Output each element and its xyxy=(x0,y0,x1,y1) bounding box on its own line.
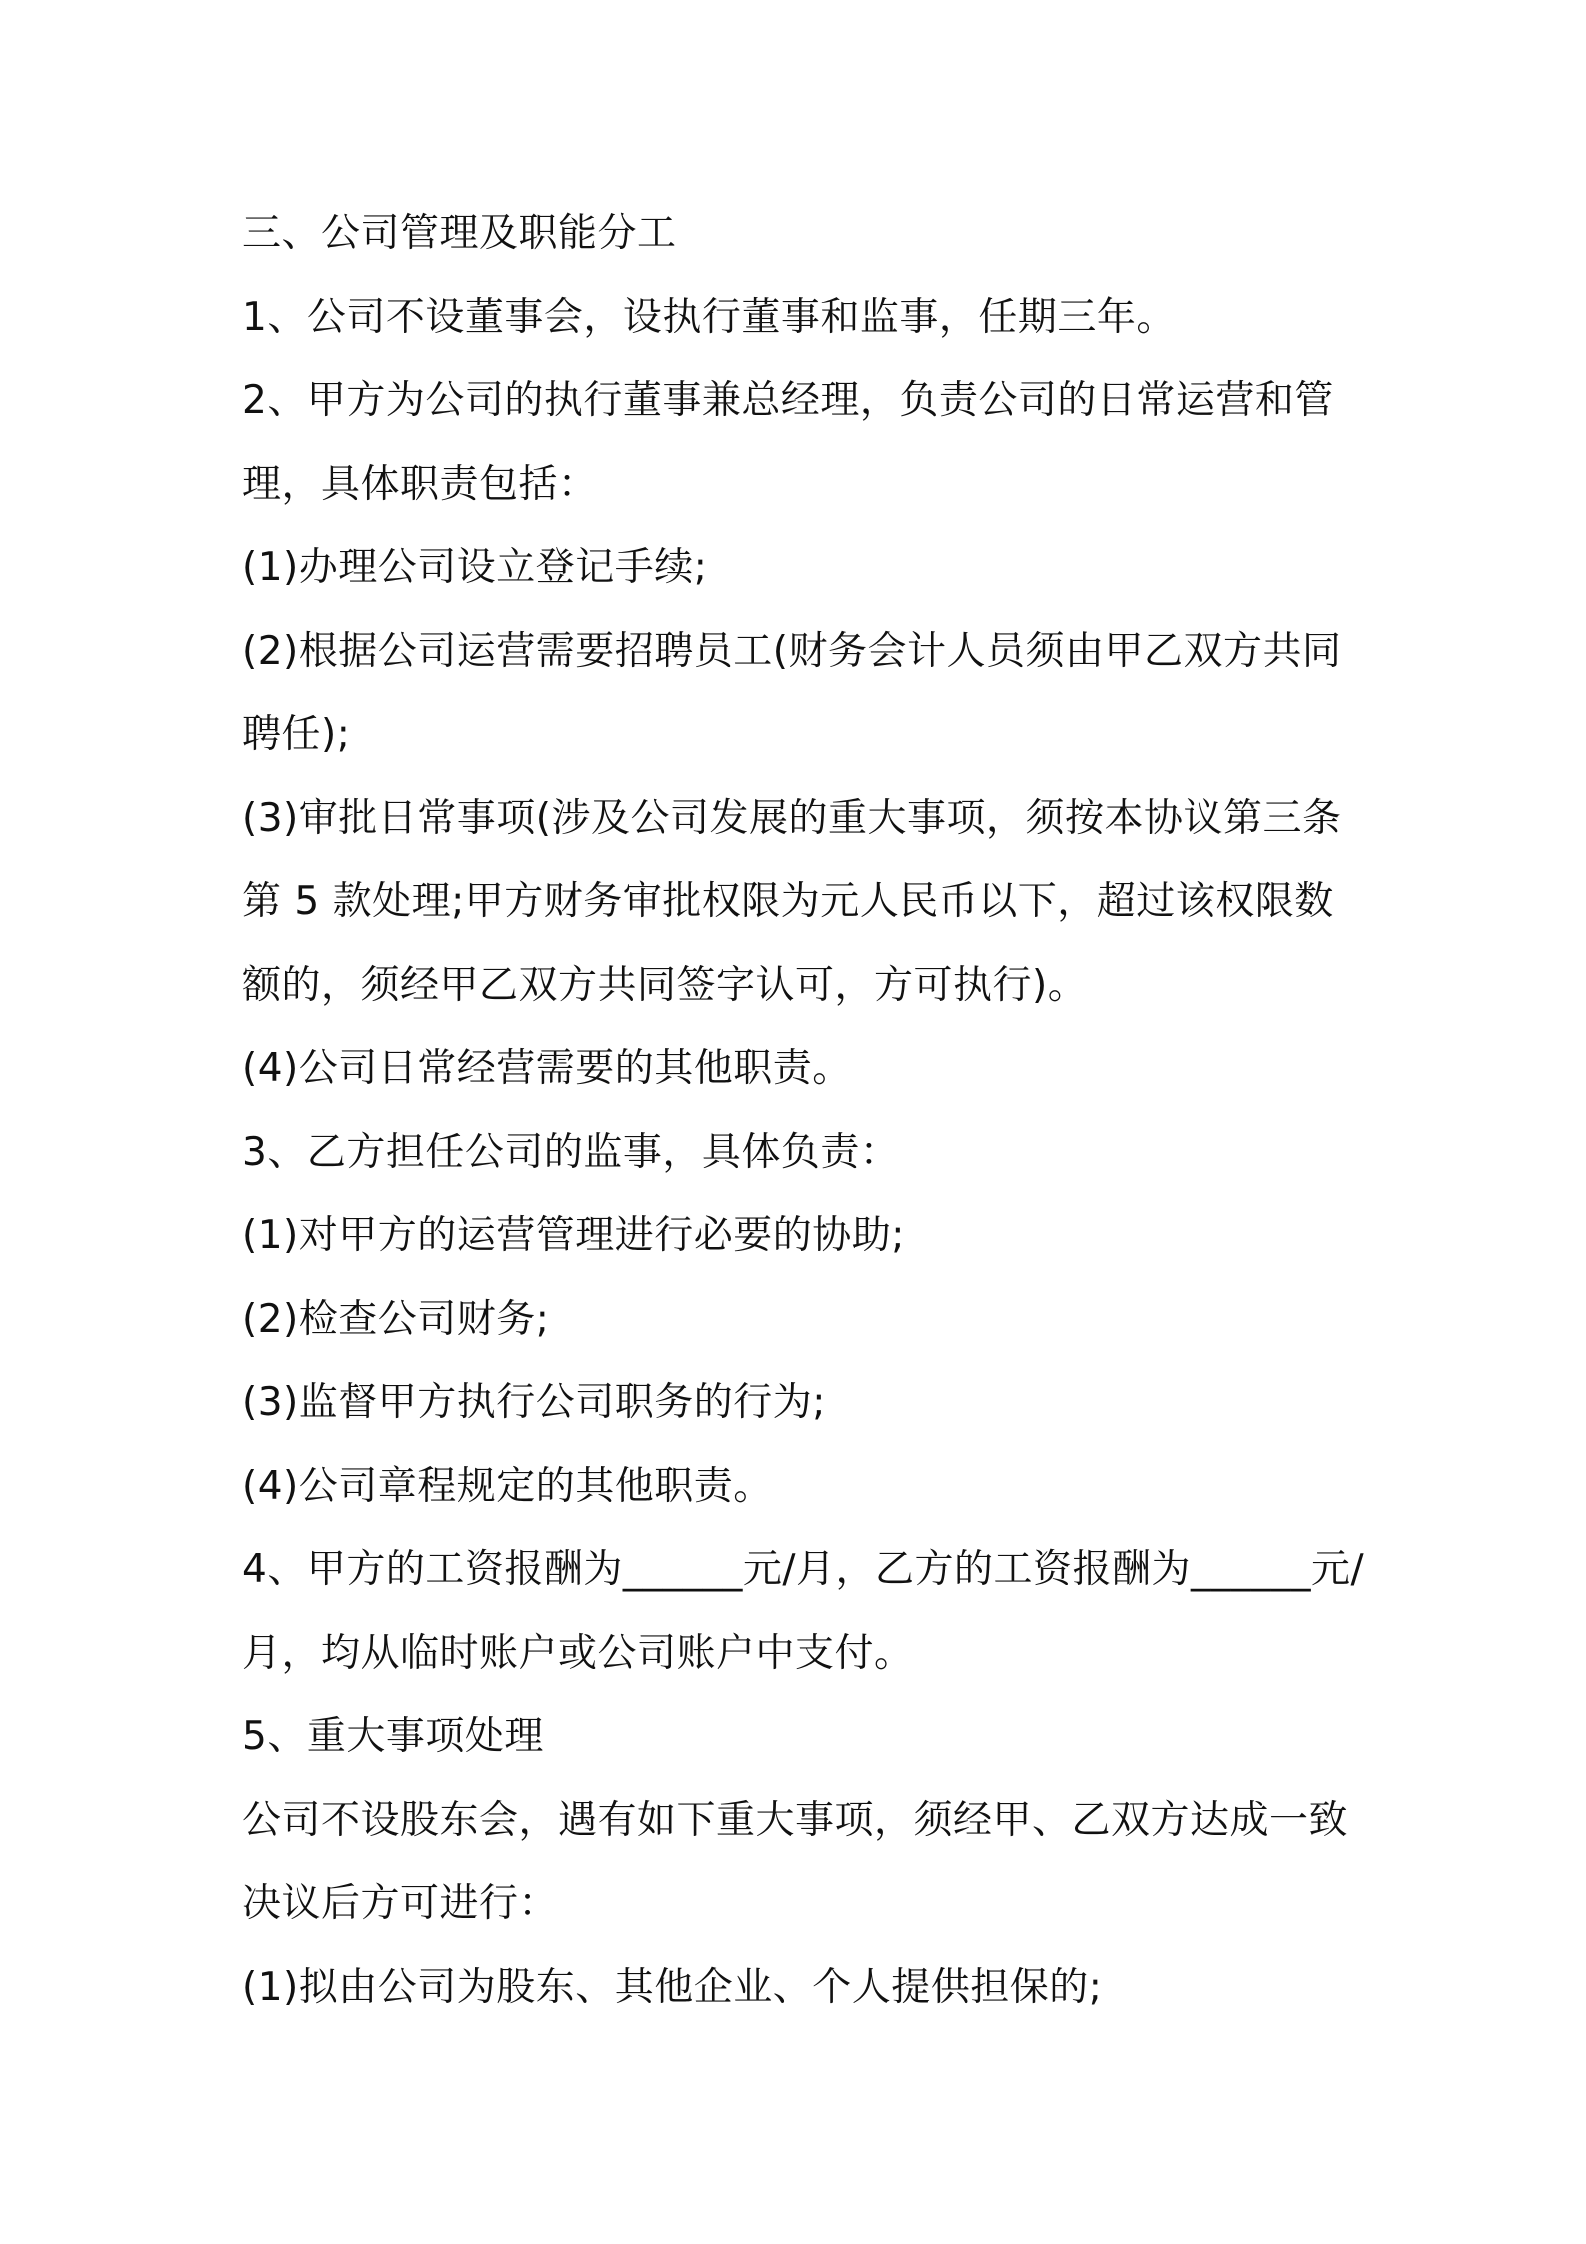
clause-2-item-3-continued: 第 5 款处理;甲方财务审批权限为元人民币以下，超过该权限数 xyxy=(242,879,1334,924)
clause-2-item-1: (1)办理公司设立登记手续; xyxy=(242,545,708,590)
clause-3: 3、乙方担任公司的监事，具体负责： xyxy=(242,1129,900,1175)
clause-1: 1、公司不设董事会，设执行董事和监事，任期三年。 xyxy=(242,294,1176,340)
clause-4: 4、甲方的工资报酬为______元/月，乙方的工资报酬为______元/ xyxy=(242,1547,1365,1592)
clause-5-intro-continued: 决议后方可进行： xyxy=(242,1881,559,1926)
clause-3-item-1: (1)对甲方的运营管理进行必要的协助; xyxy=(242,1213,905,1258)
clause-5-item-1: (1)拟由公司为股东、其他企业、个人提供担保的; xyxy=(242,1964,1103,2010)
clause-2-item-2: (2)根据公司运营需要招聘员工(财务会计人员须由甲乙双方共同 xyxy=(242,628,1342,674)
clause-2: 2、甲方为公司的执行董事兼总经理，负责公司的日常运营和管 xyxy=(242,378,1334,423)
clause-2-item-2-continued: 聘任); xyxy=(242,712,351,757)
clause-3-item-4: (4)公司章程规定的其他职责。 xyxy=(242,1463,773,1509)
clause-2-item-3: (3)审批日常事项(涉及公司发展的重大事项，须按本协议第三条 xyxy=(242,795,1342,841)
clause-5-heading: 5、重大事项处理 xyxy=(242,1714,544,1759)
section-heading: 三、公司管理及职能分工 xyxy=(242,211,677,256)
clause-3-item-3: (3)监督甲方执行公司职务的行为; xyxy=(242,1380,826,1425)
clause-2-continued: 理，具体职责包括： xyxy=(242,461,598,507)
document-body xyxy=(242,192,1365,2029)
clause-2-item-3-continued-2: 额的，须经甲乙双方共同签字认可，方可执行)。 xyxy=(242,962,1088,1008)
clause-2-item-4: (4)公司日常经营需要的其他职责。 xyxy=(242,1046,852,1091)
clause-3-item-2: (2)检查公司财务; xyxy=(242,1296,550,1342)
clause-4-continued: 月，均从临时账户或公司账户中支付。 xyxy=(242,1630,914,1676)
clause-5-intro: 公司不设股东会，遇有如下重大事项，须经甲、乙双方达成一致 xyxy=(242,1797,1349,1843)
